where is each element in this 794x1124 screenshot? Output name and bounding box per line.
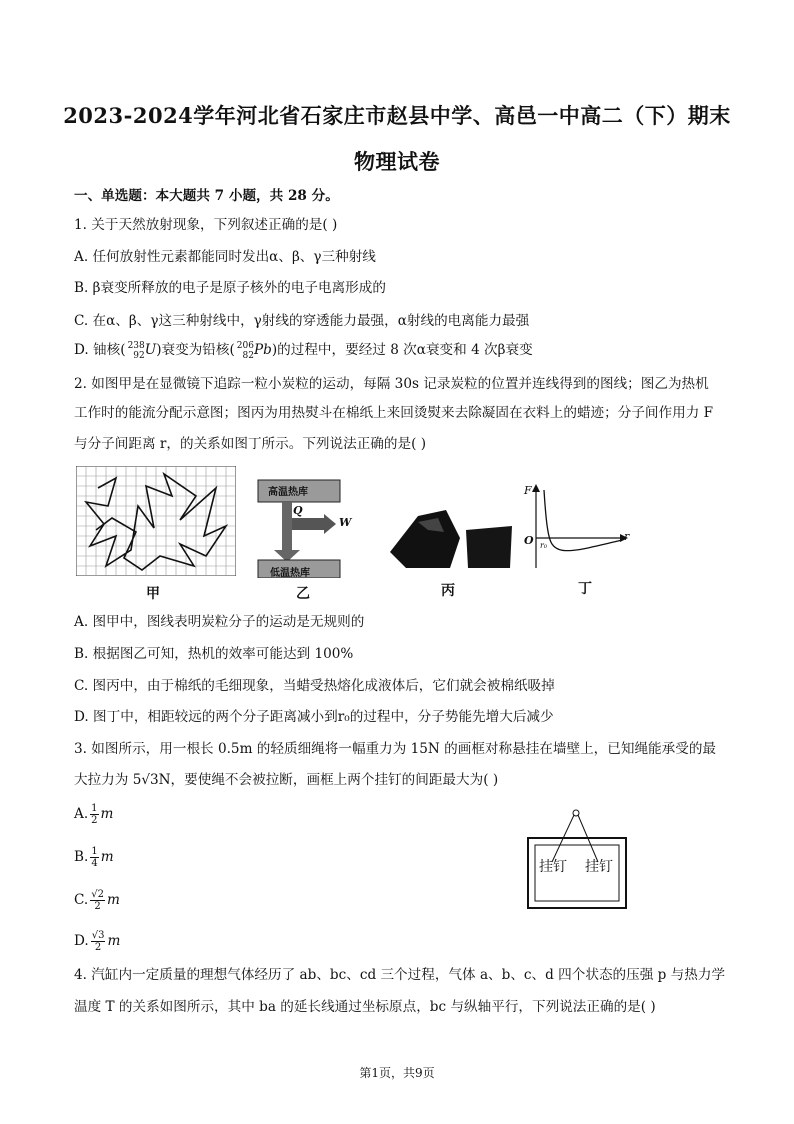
q4-stem-line2: 温度 T 的关系如图所示，其中 ba 的延长线通过坐标原点，bc 与纵轴平行，下列说法正确的是( ) [74,999,656,1015]
page-footer: 第1页，共9页 [359,1066,435,1080]
q3-stem-line2: 大拉力为 5√3N，要使绳不会被拉断，画框上两个挂钉的间距最大为( ) [74,772,499,788]
q1-d-mid: )衰变为铅核( [156,342,235,358]
distance-axis-label: r [624,530,630,543]
hot-reservoir-label: 高温热库 [268,487,308,498]
work-w-label: W [339,516,352,529]
q4-stem-line1: 4. 汽缸内一定质量的理想气体经历了 ab、bc、cd 三个过程，气体 a、b、c、d 四个状态的压强 p 与热力学 [74,967,726,983]
q3-option-c: C. $\frac{√2}{2}$ m [74,889,120,912]
origin-label: O [524,534,534,547]
q2-option-b: B. 根据图乙可知，热机的效率可能达到 100% [74,646,354,662]
q1-d-post: )的过程中，要经过 8 次α衰变和 4 次β衰变 [271,342,533,358]
heat-q-label: Q [293,504,303,517]
q1-option-d [74,340,734,361]
q2-stem-line2: 工作时的能流分配示意图；图丙为用热熨斗在棉纸上来回烫熨来去除凝固在衣料上的蜡迹；分子间作用力 F [74,405,714,421]
figure-bing-caption: 丙 [441,583,455,599]
lead-symbol: Pb [253,342,272,358]
lead-nuclide: 206 82 [236,340,254,361]
figure-ding-force-graph [522,482,632,572]
q3-option-b: B. $\frac{1}{4}$ m [74,846,114,869]
q1-option-b: B. β衰变所释放的电子是原子核外的电子电离形成的 [74,280,386,296]
q2-stem-line3: 与分子间距离 r，的关系如图丁所示。下列说法正确的是( ) [74,436,426,452]
q3-option-a: A. $\frac{1}{2}$ m [74,803,114,826]
paper-title-line2: 物理试卷 [354,149,440,174]
q1-option-a: A. 任何放射性元素都能同时发出α、β、γ三种射线 [74,249,376,265]
figure-ding-caption: 丁 [578,581,592,597]
uranium-symbol: U [144,342,157,358]
force-axis-label: F [524,484,532,497]
nail-left-label: 挂钉 [539,859,567,875]
figure-jia-caption: 甲 [146,586,160,602]
q2-stem-line1: 2. 如图甲是在显微镜下追踪一粒小炭粒的运动，每隔 30s 记录炭粒的位置并连线得到的图线；图乙为热机 [74,376,709,392]
r0-label: r₀ [540,541,548,550]
q2-option-c: C. 图丙中，由于棉纸的毛细现象，当蜡受热熔化成液体后，它们就会被棉纸吸掉 [74,678,555,694]
section-header: 一、单选题：本大题共 7 小题，共 28 分。 [74,188,339,204]
q3-option-d: D. $\frac{√3}{2}$ m [74,930,121,953]
q1-d-pre: D. 铀核( [74,342,126,358]
figure-yi-caption: 乙 [296,586,310,602]
nail-right-label: 挂钉 [585,859,613,875]
q2-option-a: A. 图甲中，图线表明炭粒分子的运动是无规则的 [74,614,365,630]
paper-title-line1: 2023-2024学年河北省石家庄市赵县中学、高邑一中高二（下）期末 [63,103,731,128]
q1-option-c: C. 在α、β、γ这三种射线中，γ射线的穿透能力最强，α射线的电离能力最强 [74,313,530,329]
figure-bing-iron-photo [388,508,514,570]
cold-reservoir-label: 低温热库 [270,568,310,579]
q2-option-d: D. 图丁中，相距较远的两个分子距离减小到r₀的过程中，分子势能先增大后减少 [74,709,554,725]
q1-stem: 1. 关于天然放射现象，下列叙述正确的是( ) [74,217,338,233]
uranium-nuclide: 238 92 [127,340,145,361]
figure-jia-brownian-grid [76,466,236,576]
q3-stem-line1: 3. 如图所示，用一根长 0.5m 的轻质细绳将一幅重力为 15N 的画框对称悬挂在墙壁上，已知绳能承受的最 [74,741,717,757]
